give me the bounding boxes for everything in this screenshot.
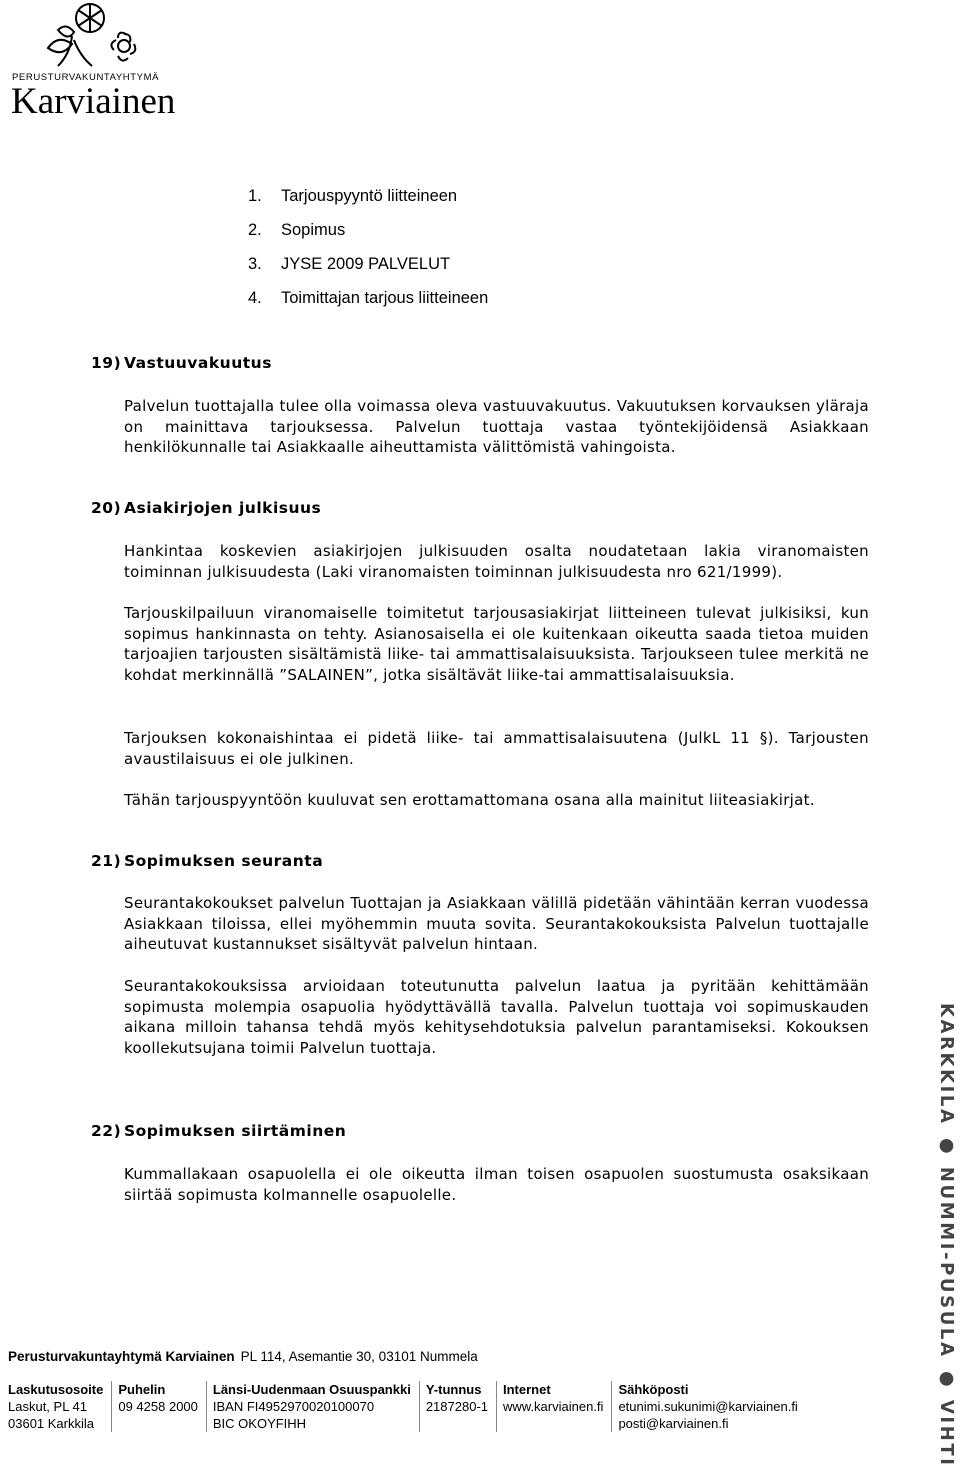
- list-item-number: 4.: [248, 289, 262, 307]
- footer-contact-table: [8, 1381, 806, 1432]
- list-item-number: 1.: [248, 187, 262, 205]
- list-item: [248, 285, 488, 319]
- footer-email-link[interactable]: etunimi.sukunimi@karviainen.fi: [618, 1399, 798, 1414]
- list-item-number: 2.: [248, 221, 262, 239]
- footer-line: BIC OKOYFIHH: [212, 1416, 307, 1431]
- section-heading-20: [91, 499, 321, 517]
- section-number: 21): [91, 852, 122, 870]
- list-item-text: JYSE 2009 PALVELUT: [281, 255, 451, 273]
- list-item: [248, 217, 488, 251]
- section-title: Sopimuksen seuranta: [124, 852, 324, 870]
- gooseberry-flower-logo-icon: [28, 0, 148, 72]
- footer-column-email: [611, 1381, 805, 1432]
- footer-column-phone: [111, 1381, 206, 1432]
- footer-column-title: Laskutusosoite: [8, 1382, 104, 1397]
- footer-column-billing: [8, 1381, 111, 1432]
- footer-org-name: Perusturvakuntayhtymä Karviainen: [8, 1349, 235, 1364]
- section-title: Vastuuvakuutus: [124, 354, 272, 372]
- section-number: 22): [91, 1122, 122, 1140]
- footer-column-internet: [496, 1381, 611, 1432]
- municipalities-text: KARKKILA ● NUMMI-PUSULA ● VIHTI: [936, 1003, 957, 1468]
- logo-name: Karviainen: [11, 81, 176, 122]
- list-item: [248, 183, 488, 217]
- footer-column-title: Puhelin: [118, 1382, 166, 1397]
- municipalities-sidebar: [936, 1003, 960, 1468]
- footer-line: Laskut, PL 41: [8, 1399, 88, 1414]
- paragraph: Tarjouskilpailuun viranomaiselle toimitetut tarjousasiakirjat liitteineen tulevat julkisiksi, kun sopimus hankinnasta on tehty. Asianosaisella ei ole kuitenkaan oikeutta saada tietoa muiden tarjoajien tarjousten sisältämistä liike- tai ammattisalaisuuksista. Tarjoukseen tulee merkitä ne kohdat merkinnällä ”SALAINEN”, jotka sisältävät liike-tai ammattisalaisuuksia.: [124, 604, 869, 684]
- paragraph: Hankintaa koskevien asiakirjojen julkisuuden osalta noudatetaan lakia viranomaisten toiminnan julkisuudesta (Laki viranomaisten toiminnan julkisuudesta nro 621/1999).: [124, 542, 869, 581]
- section-heading-21: [91, 852, 323, 870]
- section-number: 20): [91, 499, 122, 517]
- footer-column-bank: [206, 1381, 419, 1432]
- paragraph: Tarjouksen kokonaishintaa ei pidetä liike- tai ammattisalaisuutena (JulkL 11 §). Tarjousten avaustilaisuus ei ole julkinen.: [124, 729, 869, 768]
- paragraph: Kummallakaan osapuolella ei ole oikeutta ilman toisen osapuolen suostumusta osaksikaan siirtää sopimusta kolmannelle osapuolelle.: [124, 1165, 869, 1204]
- footer-column-business-id: [419, 1381, 496, 1432]
- paragraph: Seurantakokouksissa arvioidaan toteutunutta palvelun laatua ja pyritään kehittämään sopimusta molempia osapuolia hyödyttävällä tavalla. Palvelun tuottaja voi sopimuskauden aikana milloin tahansa tehdä myös kehitysehdotuksia palvelun parantamiseksi. Kokouksen koollekutsujana toimii Palvelun tuottaja.: [124, 977, 869, 1057]
- footer-email-link[interactable]: posti@karviainen.fi: [618, 1416, 729, 1431]
- footer-address-line: [8, 1349, 478, 1364]
- footer-website-link[interactable]: www.karviainen.fi: [503, 1399, 604, 1414]
- footer-column-title: Internet: [503, 1382, 551, 1397]
- footer-column-title: Y-tunnus: [425, 1382, 482, 1397]
- section-heading-19: [91, 354, 272, 372]
- footer-column-title: Sähköposti: [618, 1382, 689, 1397]
- list-item: [248, 251, 488, 285]
- attachment-list: [248, 183, 488, 319]
- section-heading-22: [91, 1122, 346, 1140]
- footer-line: 03601 Karkkila: [8, 1416, 94, 1431]
- section-number: 19): [91, 354, 122, 372]
- paragraph: Palvelun tuottajalla tulee olla voimassa oleva vastuuvakuutus. Vakuutuksen korvauksen yläraja on mainittava tarjouksessa. Palvelun tuottaja vastaa työntekijöidensä Asiakkaan henkilökunnalle tai Asiakkaalle aiheuttamista välittömistä vahingoista.: [124, 397, 869, 457]
- footer-line: 2187280-1: [425, 1399, 488, 1414]
- list-item-text: Toimittajan tarjous liitteineen: [281, 289, 489, 307]
- list-item-text: Tarjouspyyntö liitteineen: [281, 187, 458, 205]
- list-item-text: Sopimus: [281, 221, 346, 239]
- section-title: Asiakirjojen julkisuus: [124, 499, 322, 517]
- list-item-number: 3.: [248, 255, 262, 273]
- footer-address: PL 114, Asemantie 30, 03101 Nummela: [240, 1349, 478, 1364]
- section-title: Sopimuksen siirtäminen: [124, 1122, 347, 1140]
- footer-line: 09 4258 2000: [118, 1399, 198, 1414]
- paragraph: Seurantakokoukset palvelun Tuottajan ja Asiakkaan välillä pidetään vähintään kerran vuodessa Asiakkaan tiloissa, ellei myöhemmin muuta sovita. Seurantakokouksista Palvelun tuottajalle aiheutuvat kustannukset sisältyvät palvelun hintaan.: [124, 894, 869, 954]
- footer-column-title: Länsi-Uudenmaan Osuuspankki: [212, 1382, 411, 1397]
- organization-logo: [8, 0, 176, 128]
- footer-line: IBAN FI4952970020100070: [212, 1399, 375, 1414]
- logo-subtitle: PERUSTURVAKUNTAYHTYMÄ: [12, 72, 160, 83]
- paragraph: Tähän tarjouspyyntöön kuuluvat sen erottamattomana osana alla mainitut liiteasiakirjat.: [124, 791, 815, 809]
